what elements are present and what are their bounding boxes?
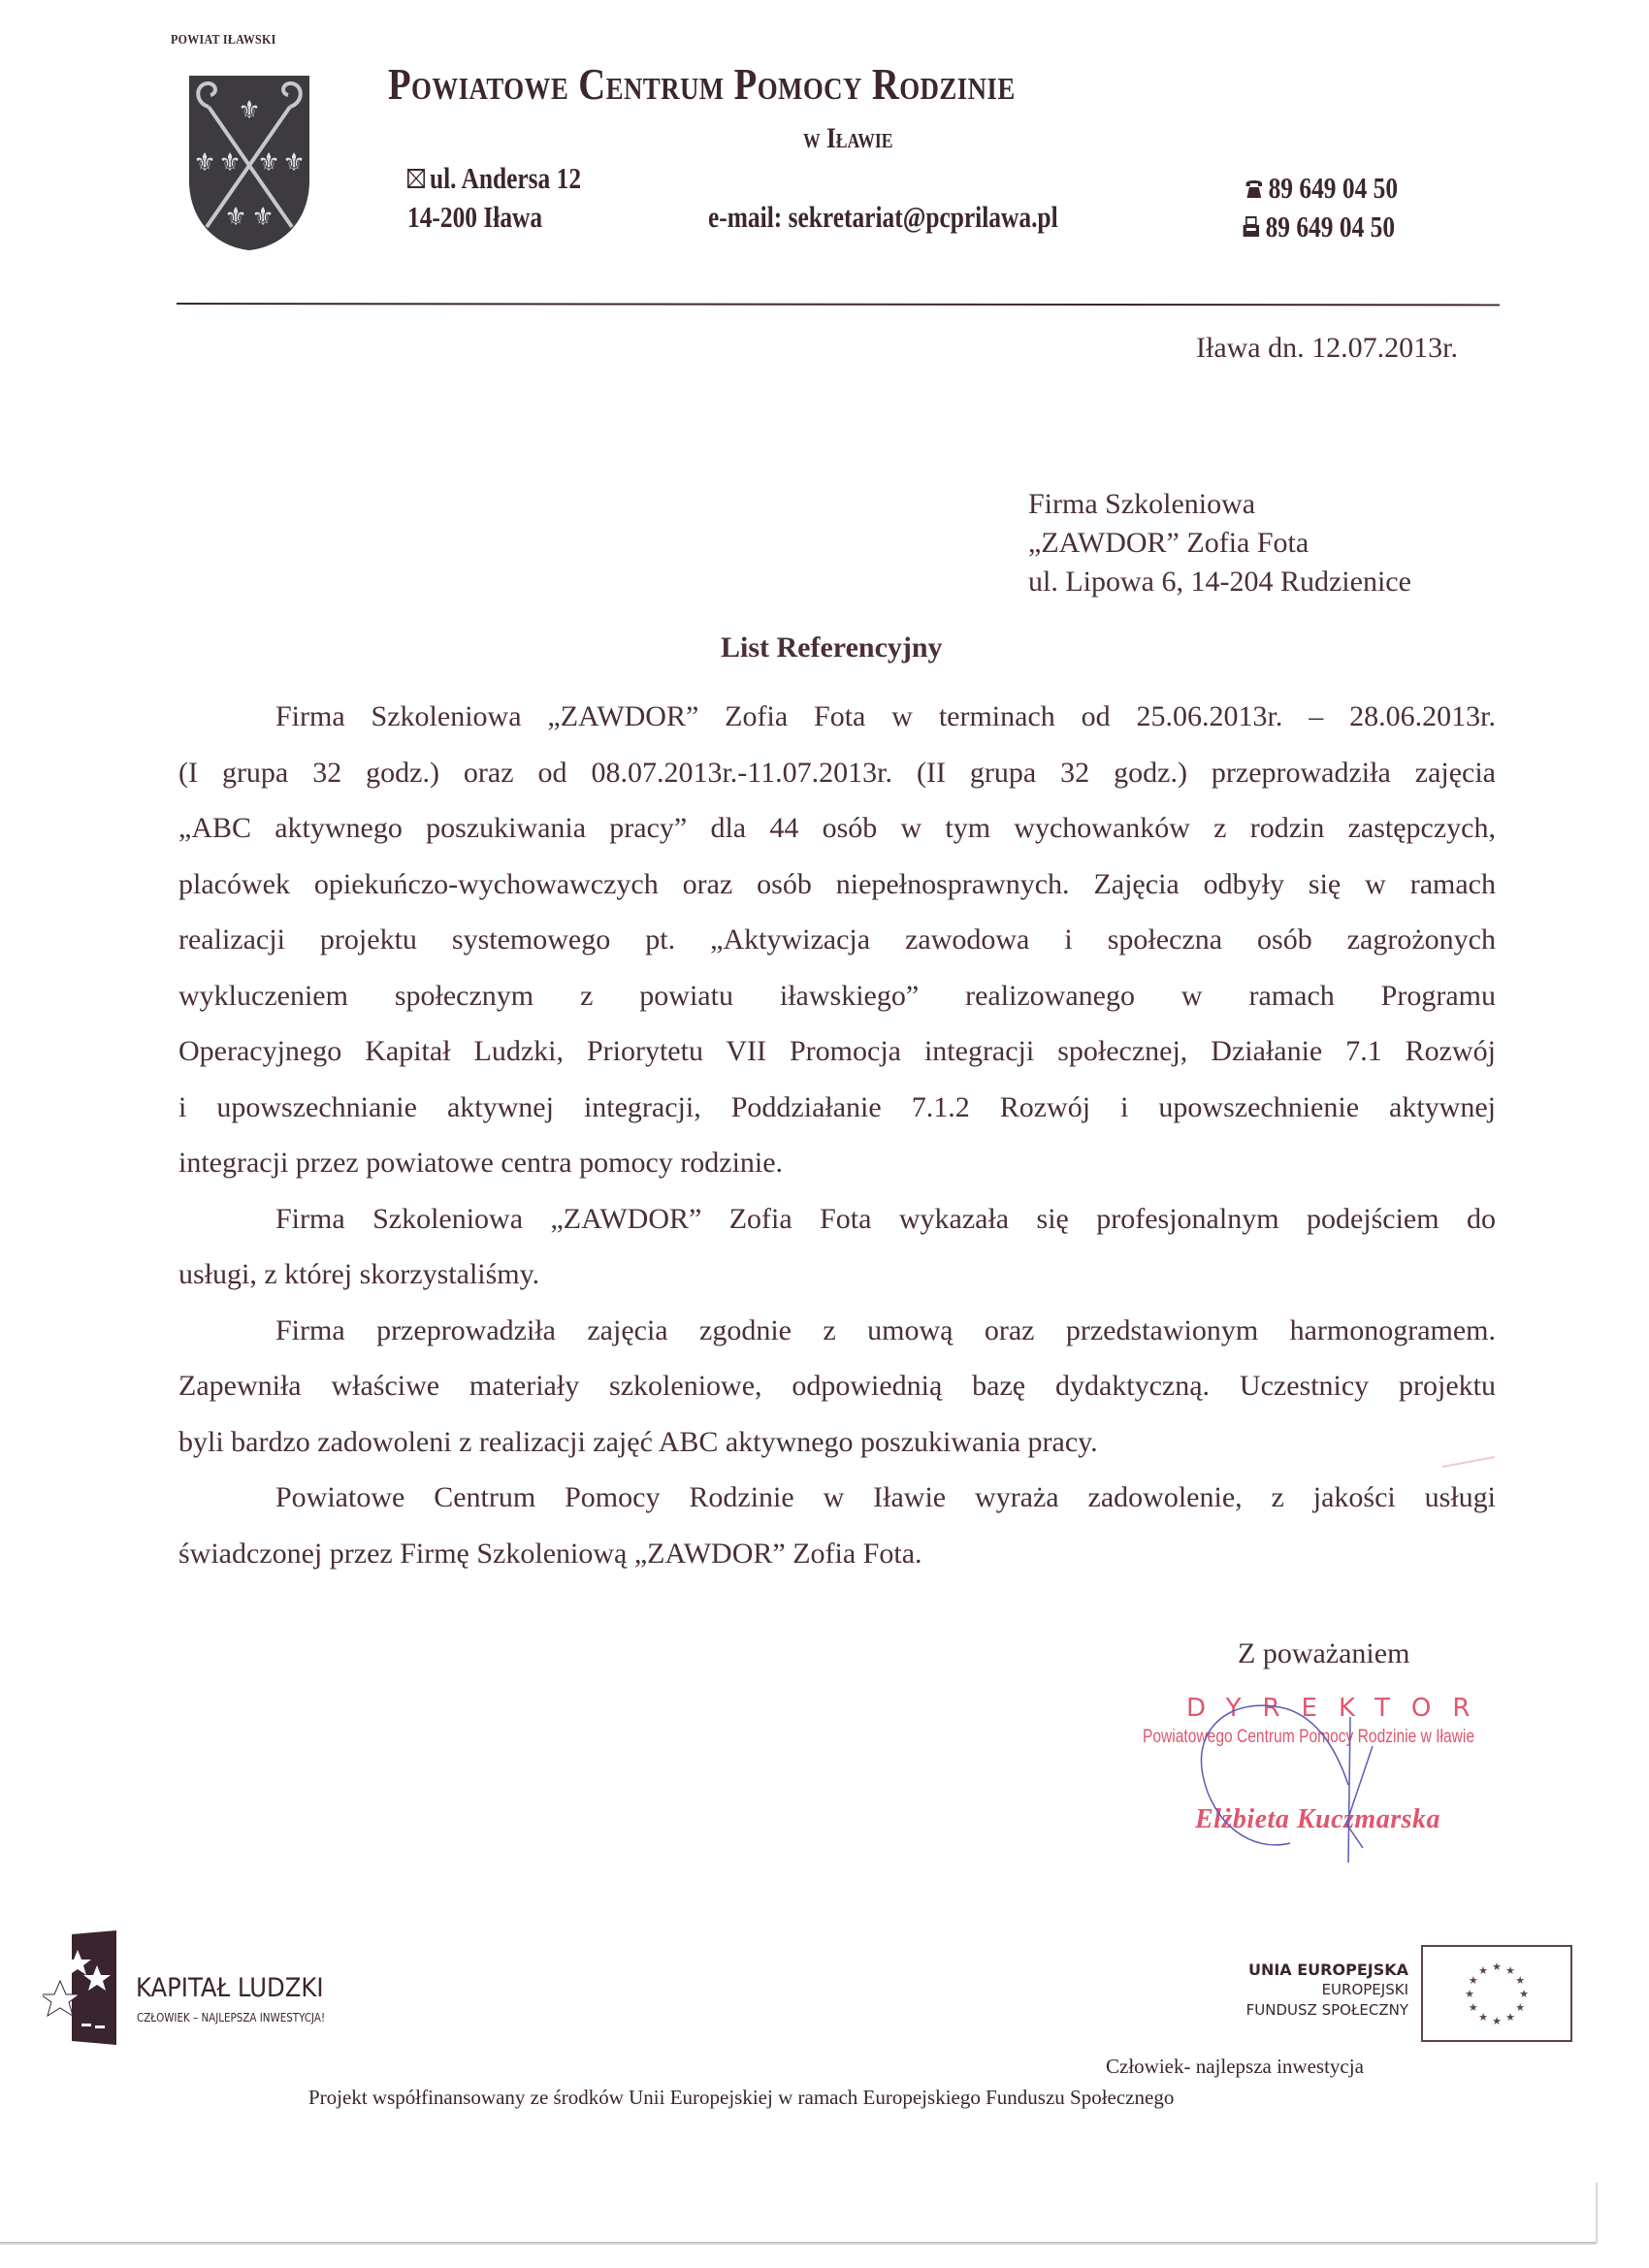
- page-right-edge: [1596, 2183, 1598, 2244]
- eu-star-icon: ★: [1515, 2001, 1526, 2014]
- eu-star-icon: ★: [1492, 1960, 1502, 1973]
- paragraph-line: integracji przez powiatowe centra pomocy rodzinie.: [178, 1147, 784, 1179]
- paragraph-line: i upowszechnianie aktywnej integracji, Poddziałanie 7.1.2 Rozwój i upowszechnienie aktywnej: [178, 1090, 1496, 1123]
- fax-number: 89 649 04 50: [1265, 210, 1396, 243]
- paragraph-line: wykluczeniem społecznym z powiatu iławskiego” realizowanego w ramach Programu: [178, 979, 1496, 1012]
- eu-star-icon: ★: [1505, 1963, 1515, 1977]
- paragraph-line: Firma przeprowadziła zajęcia zgodnie z umową oraz przedstawionym harmonogramem.: [275, 1313, 1496, 1346]
- eu-fund-line: FUNDUSZ SPOŁECZNY: [1245, 2001, 1408, 2019]
- recipient-line: Firma Szkoleniowa: [1028, 488, 1256, 520]
- header-divider: [177, 303, 1500, 306]
- svg-text:⚜: ⚜: [193, 148, 216, 178]
- address-city: 14-200 Iława: [407, 200, 543, 234]
- letter-date: Iława dn. 12.07.2013r.: [1196, 332, 1458, 364]
- eu-star-icon: ★: [1468, 1974, 1478, 1987]
- svg-text:⚜: ⚜: [224, 203, 247, 232]
- letter-title: List Referencyjny: [721, 632, 943, 664]
- paragraph-line: Powiatowe Centrum Pomocy Rodzinie w Iławie wyraża zadowolenie, z jakości usługi: [275, 1481, 1496, 1513]
- paragraph-line: realizacji projektu systemowego pt. „Aktywizacja zawodowa i społeczna osób zagrożonych: [178, 923, 1496, 956]
- svg-text:⚜: ⚜: [238, 96, 261, 125]
- eu-star-icon: ★: [1515, 1974, 1526, 1987]
- footer-cofinancing-note: Projekt współfinansowany ze środków Unii Europejskiej w ramach Europejskiego Funduszu Społecznego: [308, 2086, 1175, 2109]
- paragraph-line: Zapewniła właściwe materiały szkoleniowe, odpowiednią bazę dydaktyczną. Uczestnicy projektu: [178, 1370, 1496, 1402]
- eu-star-icon: ★: [1519, 1988, 1529, 2000]
- eu-star-icon: ★: [1465, 1988, 1474, 2000]
- stamp-organization: Powiatowego Centrum Pomocy Rodzinie w Iławie: [1143, 1727, 1475, 1747]
- recipient-address: [1028, 485, 1411, 601]
- eu-star-icon: ★: [1468, 2001, 1478, 2014]
- recipient-line: ul. Lipowa 6, 14-204 Rudzienice: [1028, 566, 1411, 598]
- address-street: ul. Andersa 12: [429, 161, 582, 195]
- coat-of-arms-icon: [187, 74, 311, 252]
- paragraph-line: (I grupa 32 godz.) oraz od 08.07.2013r.-11.07.2013r. (II grupa 32 godz.) przeprowadziła zajęcia: [178, 756, 1496, 789]
- footer-tagline: Człowiek- najlepsza inwestycja: [1106, 2055, 1364, 2078]
- eu-fund-line: EUROPEJSKI: [1321, 1981, 1408, 1998]
- eu-fund-label: [1203, 1960, 1408, 2021]
- paragraph-line: byli bardzo zadowoleni z realizacji zajęć ABC aktywnego poszukiwania pracy.: [178, 1425, 1098, 1458]
- paragraph-line: Operacyjnego Kapitał Ludzki, Priorytetu VII Promocja integracji społecznej, Działanie 7.1 Rozwój: [178, 1035, 1496, 1067]
- organization-location: w Iławie: [803, 122, 893, 154]
- stamp-title: DYREKTOR: [1186, 1694, 1492, 1723]
- recipient-line: „ZAWDOR” Zofia Fota: [1028, 527, 1310, 559]
- eu-star-icon: ★: [1478, 1963, 1488, 1977]
- eu-star-icon: ★: [1505, 2011, 1515, 2025]
- phone-number: 89 649 04 50: [1268, 171, 1399, 205]
- envelope-icon: [407, 169, 425, 188]
- paragraph-line: świadczonej przez Firmę Szkoleniową „ZAWDOR” Zofia Fota.: [178, 1537, 922, 1570]
- letter-body: [178, 689, 1496, 1581]
- paragraph-line: placówek opiekuńczo-wychowawczych oraz osób niepełnosprawnych. Zajęcia odbyły się w ramach: [178, 867, 1496, 900]
- kapital-ludzki-tagline: CZŁOWIEK – NAJLEPSZA INWESTYCJA!: [137, 2011, 326, 2025]
- pen-mark: [1440, 1455, 1499, 1469]
- fax-row: [1242, 210, 1395, 244]
- paragraph-line: usługi, z której skorzystaliśmy.: [178, 1258, 540, 1290]
- county-label: POWIAT IŁAWSKI: [171, 33, 276, 48]
- eu-name: UNIA EUROPEJSKA: [1247, 1960, 1408, 1979]
- address-street-row: [407, 161, 581, 196]
- kapital-ludzki-logo-icon: [43, 1930, 116, 2047]
- closing-phrase: Z poważaniem: [1238, 1637, 1410, 1669]
- paragraph-line: „ABC aktywnego poszukiwania pracy” dla 44 osób w tym wychowanków z rodzin zastępczych,: [178, 812, 1496, 844]
- paragraph-line: Firma Szkoleniowa „ZAWDOR” Zofia Fota w terminach od 25.06.2013r. – 28.06.2013r.: [275, 700, 1496, 732]
- kapital-ludzki-title: KAPITAŁ LUDZKI: [136, 1973, 324, 2003]
- svg-text:⚜: ⚜: [218, 148, 242, 178]
- phone-row: [1245, 171, 1398, 206]
- paragraph-line: Firma Szkoleniowa „ZAWDOR” Zofia Fota wykazała się profesjonalnym podejściem do: [275, 1202, 1496, 1235]
- stamp-signatory-name: Elżbieta Kuczmarska: [1195, 1804, 1440, 1834]
- eu-star-icon: ★: [1492, 2015, 1502, 2027]
- fax-icon: [1242, 216, 1261, 238]
- page-bottom-edge: [0, 2242, 1596, 2245]
- eu-flag-icon: [1421, 1945, 1572, 2042]
- svg-text:⚜: ⚜: [282, 148, 306, 178]
- phone-icon: [1245, 178, 1264, 199]
- svg-text:⚜: ⚜: [251, 203, 275, 232]
- organization-name: Powiatowe Centrum Pomocy Rodzinie: [388, 59, 1016, 109]
- eu-star-icon: ★: [1478, 2011, 1488, 2025]
- email-address[interactable]: e-mail: sekretariat@pcprilawa.pl: [708, 200, 1058, 234]
- svg-text:⚜: ⚜: [257, 148, 280, 178]
